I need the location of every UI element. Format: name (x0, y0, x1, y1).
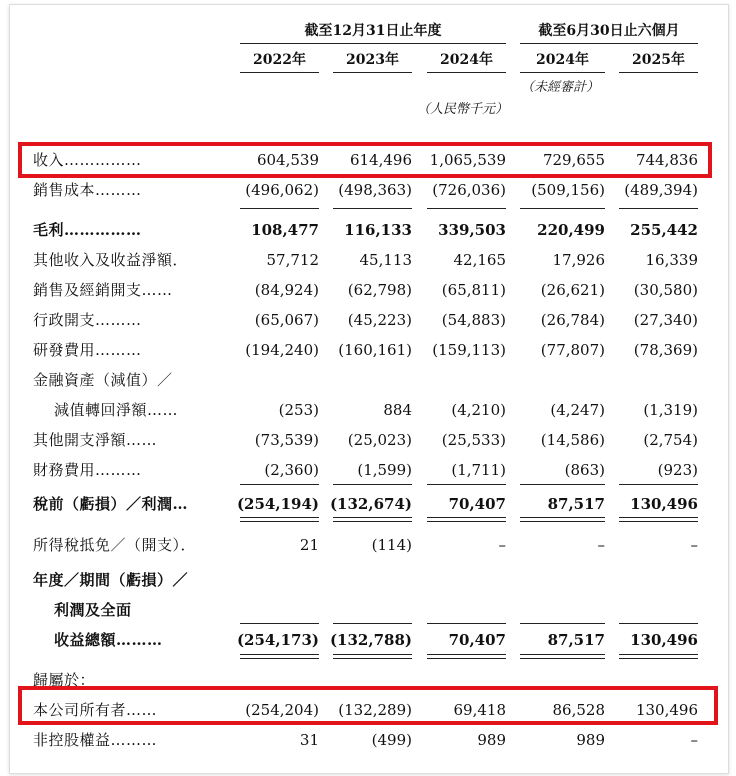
row-value: (54,883) (441, 311, 506, 329)
table-row (0, 305, 736, 335)
header-half-2025: 2025年 (632, 52, 685, 68)
row-value: (2,360) (264, 461, 319, 479)
row-value: 57,712 (266, 251, 319, 269)
row-value: (254,194) (236, 495, 319, 513)
row-value: (65,811) (441, 281, 506, 299)
row-value: (2,754) (643, 431, 698, 449)
single-underline (427, 623, 506, 624)
row-value: (14,586) (540, 431, 605, 449)
row-value: 220,499 (537, 221, 605, 239)
row-value: (62,798) (347, 281, 412, 299)
single-underline (333, 208, 412, 209)
row-value: 87,517 (547, 495, 605, 513)
row-label: 本公司所有者…… (33, 701, 158, 719)
header-year-2022: 2022年 (253, 52, 306, 68)
row-value: (65,067) (254, 311, 319, 329)
row-value: – (690, 536, 698, 554)
header-year-rule (240, 43, 506, 44)
row-label: 行政開支……… (33, 311, 142, 329)
row-value: (78,369) (633, 341, 698, 359)
row-value: (863) (564, 461, 605, 479)
single-underline (619, 208, 698, 209)
row-value: (45,223) (347, 311, 412, 329)
row-value: (114) (371, 536, 412, 554)
row-value: 108,477 (251, 221, 319, 239)
year-underline (520, 72, 605, 73)
row-label: 銷售及經銷開支…… (33, 281, 173, 299)
row-value: 729,655 (542, 151, 605, 169)
unaudited-note: （未經審計） (521, 80, 600, 95)
year-underline (240, 72, 319, 73)
year-underline (619, 72, 698, 73)
table-row (0, 215, 736, 245)
row-label: 金融資產（減值）／ (33, 371, 173, 389)
table-row (0, 335, 736, 365)
row-label: 利潤及全面 (54, 601, 132, 619)
row-value: (498,363) (338, 181, 412, 199)
currency-note: （人民幣千元） (417, 102, 509, 117)
single-underline (619, 623, 698, 624)
double-underline (240, 654, 319, 659)
header-half-group: 截至6月30日止六個月 (538, 23, 680, 39)
row-value: (26,621) (540, 281, 605, 299)
table-row (0, 395, 736, 425)
row-value: (923) (657, 461, 698, 479)
row-value: (27,340) (633, 311, 698, 329)
row-value: 604,539 (256, 151, 319, 169)
row-value: 70,407 (448, 631, 506, 649)
header-half-rule (520, 43, 698, 44)
single-underline (520, 484, 605, 485)
single-underline (427, 208, 506, 209)
row-value: (30,580) (633, 281, 698, 299)
table-row (0, 175, 736, 205)
header-year-2023: 2023年 (346, 52, 399, 68)
row-value: – (597, 536, 605, 554)
year-underline (427, 72, 506, 73)
double-underline (240, 517, 319, 522)
double-underline (427, 517, 506, 522)
row-label: 毛利…………… (33, 221, 142, 239)
year-underline (333, 72, 412, 73)
row-value: 130,496 (630, 495, 698, 513)
table-row (0, 275, 736, 305)
table-row (0, 245, 736, 275)
row-value: 1,065,539 (429, 151, 506, 169)
row-label: 非控股權益……… (33, 731, 158, 749)
row-value: 744,836 (635, 151, 698, 169)
table-row (0, 595, 736, 625)
row-value: 130,496 (635, 701, 698, 719)
row-value: (73,539) (254, 431, 319, 449)
row-value: 87,517 (547, 631, 605, 649)
row-value: 16,339 (645, 251, 698, 269)
row-value: 70,407 (448, 495, 506, 513)
row-value: 989 (576, 731, 605, 749)
row-label: 稅前（虧損）／利潤… (33, 495, 189, 513)
single-underline (240, 623, 319, 624)
header-half-2024: 2024年 (536, 52, 589, 68)
double-underline (333, 654, 412, 659)
table-row (0, 625, 736, 655)
table-row (0, 489, 736, 519)
row-value: (132,674) (329, 495, 412, 513)
row-value: (509,156) (531, 181, 605, 199)
row-value: (489,394) (624, 181, 698, 199)
single-underline (520, 623, 605, 624)
row-label: 收入…………… (33, 151, 142, 169)
row-value: (499) (371, 731, 412, 749)
row-value: (253) (278, 401, 319, 419)
row-label: 收益總額……… (54, 631, 163, 649)
table-row (0, 565, 736, 595)
double-underline (333, 517, 412, 522)
single-underline (240, 208, 319, 209)
row-label: 其他收入及收益淨額． (33, 251, 189, 269)
table-row (0, 365, 736, 395)
row-value: 116,133 (344, 221, 412, 239)
row-value: 45,113 (359, 251, 412, 269)
row-value: 17,926 (552, 251, 605, 269)
row-value: (132,788) (329, 631, 412, 649)
row-value: – (690, 731, 698, 749)
highlight-box-revenue (18, 142, 712, 178)
row-value: (1,599) (357, 461, 412, 479)
single-underline (619, 484, 698, 485)
single-underline (333, 623, 412, 624)
row-value: (159,113) (432, 341, 506, 359)
header-year-group: 截至12月31日止年度 (304, 23, 442, 39)
double-underline (520, 517, 605, 522)
row-label: 財務費用……… (33, 461, 142, 479)
table-row (0, 725, 736, 755)
row-label: 銷售成本……… (33, 181, 142, 199)
row-value: 86,528 (552, 701, 605, 719)
row-value: (1,711) (451, 461, 506, 479)
row-value: (160,161) (338, 341, 412, 359)
row-value: 42,165 (453, 251, 506, 269)
row-value: (26,784) (540, 311, 605, 329)
row-value: (194,240) (245, 341, 319, 359)
single-underline (240, 484, 319, 485)
table-row (0, 530, 736, 560)
row-label: 減值轉回淨額…… (54, 401, 179, 419)
row-value: (496,062) (245, 181, 319, 199)
row-label: 年度／期間（虧損）／ (33, 571, 189, 589)
row-value: (25,533) (441, 431, 506, 449)
single-underline (520, 208, 605, 209)
row-value: (77,807) (540, 341, 605, 359)
row-value: (726,036) (432, 181, 506, 199)
row-value: 989 (477, 731, 506, 749)
table-row (0, 455, 736, 485)
double-underline (619, 654, 698, 659)
row-label: 所得稅抵免／（開支）． (33, 536, 197, 554)
row-value: (254,204) (245, 701, 319, 719)
row-value: 31 (299, 731, 319, 749)
row-value: 339,503 (438, 221, 506, 239)
row-value: 255,442 (630, 221, 698, 239)
row-label: 歸屬於： (33, 671, 96, 689)
highlight-box-owners (18, 686, 718, 725)
row-value: 884 (383, 401, 412, 419)
double-underline (619, 517, 698, 522)
header-year-2024: 2024年 (440, 52, 493, 68)
row-value: 21 (299, 536, 319, 554)
double-underline (520, 654, 605, 659)
single-underline (427, 484, 506, 485)
row-value: (132,289) (338, 701, 412, 719)
row-label: 其他開支淨額…… (33, 431, 158, 449)
row-value: 69,418 (453, 701, 506, 719)
row-value: (254,173) (236, 631, 319, 649)
row-value: (84,924) (254, 281, 319, 299)
row-value: – (498, 536, 506, 554)
row-value: 130,496 (630, 631, 698, 649)
double-underline (427, 654, 506, 659)
row-value: 614,496 (349, 151, 412, 169)
single-underline (333, 484, 412, 485)
row-label: 研發費用……… (33, 341, 142, 359)
row-value: (4,247) (550, 401, 605, 419)
table-row (0, 425, 736, 455)
row-value: (4,210) (451, 401, 506, 419)
row-value: (25,023) (347, 431, 412, 449)
row-value: (1,319) (643, 401, 698, 419)
